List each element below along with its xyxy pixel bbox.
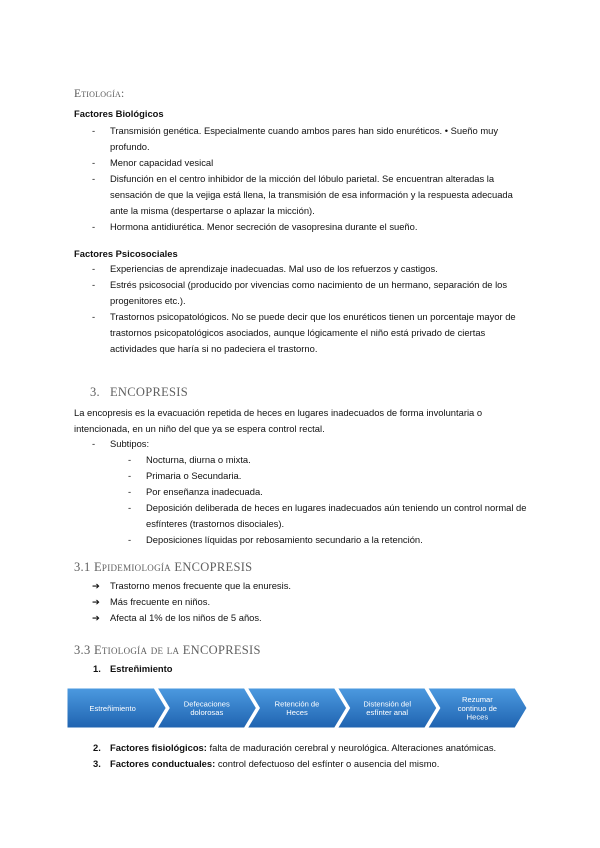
subtipos-list [92, 436, 530, 452]
etiologia-item-1 [93, 661, 530, 677]
arrow-right-icon: ➔ [92, 612, 100, 623]
etiologia-encopresis-title: 3.3 Etiología de la ENCOPRESIS [74, 643, 261, 657]
section-number: 3. [90, 385, 100, 399]
list-item: - Experiencias de aprendizaje inadecuadas. Mal uso de los refuerzos y castigos. [92, 263, 438, 274]
list-item: - Por enseñanza inadecuada. [128, 486, 263, 497]
bio-factors-title: Factores Biológicos [74, 108, 164, 119]
list-item: - Deposición deliberada de heces en lugares inadecuados aún teniendo un control normal de esfínteres (trastornos disociales). [128, 502, 527, 529]
list-item: ➔ Más frecuente en niños. [110, 594, 530, 610]
epidemiologia-title: 3.1 Epidemiología ENCOPRESIS [74, 560, 253, 574]
list-item: - Hormona antidiurética. Menor secreción de vasopresina durante el sueño. [92, 221, 418, 232]
flow-step-label: Retención de Heces [274, 699, 320, 718]
list-item: 1. Estreñimiento [93, 663, 173, 674]
list-item: ➔ Trastorno menos frecuente que la enuresis. [110, 578, 530, 594]
list-item: - Deposiciones líquidas por rebosamiento secundario a la retención. [128, 534, 423, 545]
list-item: 2. Factores fisiológicos: falta de maduración cerebral y neurológica. Alteraciones anatómicas. [93, 742, 497, 753]
etiologia-heading: Etiología: [74, 88, 125, 100]
process-flow-diagram [67, 686, 527, 730]
list-item: - Trastornos psicopatológicos. No se puede decir que los enuréticos tienen un porcentaje mayor de trastornos psicopatológicos asociados, aunque lógicamente el niño está privado de ciertas actividades que haría si no padeciera el trastorno. [92, 311, 516, 354]
process-flow-svg [67, 686, 527, 730]
encopresis-definition: La encopresis es la evacuación repetida de heces en lugares inadecuados de forma involuntaria o intencionada, en un niño del que ya se espera control rectal. [74, 407, 483, 434]
section-title: ENCOPRESIS [110, 385, 189, 399]
bio-factors-list [92, 123, 530, 235]
list-item: - Transmisión genética. Especialmente cuando ambos pares han sido enuréticos. • Sueño muy profundo. [92, 125, 499, 152]
list-item: 3. Factores conductuales: control defectuoso del esfínter o ausencia del mismo. [93, 758, 440, 769]
list-item: - Nocturna, diurna o mixta. [128, 454, 251, 465]
flow-step-label: Distensión del esfínter anal [363, 699, 412, 718]
etiologia-items-2-3 [93, 740, 530, 772]
list-item: - Estrés psicosocial (producido por vivencias como nacimiento de un hermano, separación de los progenitores etc.). [92, 279, 508, 306]
list-item: - Primaria o Secundaria. [128, 470, 242, 481]
psico-factors-list [92, 261, 530, 357]
psico-factors-title: Factores Psicosociales [74, 248, 178, 259]
subtipos-sublist [128, 452, 530, 548]
flow-step-label: Estreñimiento [89, 703, 136, 713]
arrow-right-icon: ➔ [92, 596, 100, 607]
flow-step-label: Defecaciones dolorosas [183, 699, 230, 718]
epidemiologia-list [92, 578, 530, 626]
list-item: - Disfunción en el centro inhibidor de la micción del lóbulo parietal. Se encuentran alteradas la sensación de que la vejiga está llena, la transmisión de esa información y la respuesta adecuada ante la misma (despertarse o aplazar la micción). [92, 173, 513, 216]
list-item: - Menor capacidad vesical [92, 157, 214, 168]
list-item: - Subtipos: [92, 438, 150, 449]
list-item: ➔ Afecta al 1% de los niños de 5 años. [110, 610, 530, 626]
flow-step-label: Rezumar continuo de Heces [457, 695, 498, 722]
arrow-right-icon: ➔ [92, 580, 100, 591]
